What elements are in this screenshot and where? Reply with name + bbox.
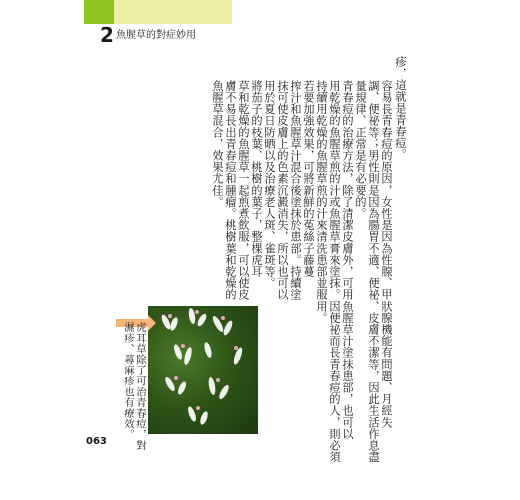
caption-column-2: 濕疹、蕁麻疹也有療效。 <box>122 322 134 440</box>
text-column-3: 調、便祕等；男性則是因為腸胃不適、便祕、皮膚不潔等，因此生活作息盡 <box>367 80 380 463</box>
text-column-6: 用乾燥的魚腥草煎的汁或魚腥草膏來塗抹。因便祕而長青春痘的人，則必須 <box>328 80 341 463</box>
text-column-9: 搾汁和魚腥草汁混合後塗抹於患部。持續塗 <box>289 80 302 301</box>
text-column-7: 持續用乾燥的魚腥草煎的汁來清洗患部並服用。 <box>315 80 328 324</box>
text-column-13: 草和乾燥的魚腥草一起煎煮飲服，可以使皮 <box>237 80 250 301</box>
text-column-4: 量規律、正常是有必要的。 <box>354 80 367 220</box>
text-column-8: 若要加強效果，可將新鮮的菟絲子藤蔓 <box>302 80 315 278</box>
text-column-1: 疹，這就是青春痘。 <box>394 56 407 161</box>
text-column-2: 容易長青春痘的原因，女性是因為性腺、甲狀腺機能有問題、月經失 <box>380 80 393 428</box>
text-column-10: 抹可使皮膚上的色素沉澱消失，所以也可以 <box>276 80 289 301</box>
chapter-title: 魚腥草的對症妙用 <box>116 30 196 41</box>
text-column-15: 魚腥草混合，效果尤佳。 <box>211 80 224 208</box>
text-column-5: 青春痘的治療方法，除了清潔皮膚外，可用魚腥草汁塗抹患部，也可以 <box>341 80 354 440</box>
text-column-14: 膚不易長出青春痘和腫瘤。桃樹葉和乾燥的 <box>224 80 237 301</box>
header-yellow-band <box>114 0 232 24</box>
flower-illustration <box>148 306 258 434</box>
text-column-12: 將茄子的枝葉、桃樹的葉子，整棵虎耳 <box>250 80 263 278</box>
text-column-11: 用於夏日防晒以及治療老人斑、雀斑等。 <box>263 80 276 289</box>
chapter-number: 2 <box>100 23 114 47</box>
caption-column-1: 虎耳草除了可治青春痘，對 <box>134 322 146 451</box>
saxifrage-photo <box>148 306 258 434</box>
header-green-block <box>84 0 114 24</box>
page-number: 063 <box>86 436 107 447</box>
